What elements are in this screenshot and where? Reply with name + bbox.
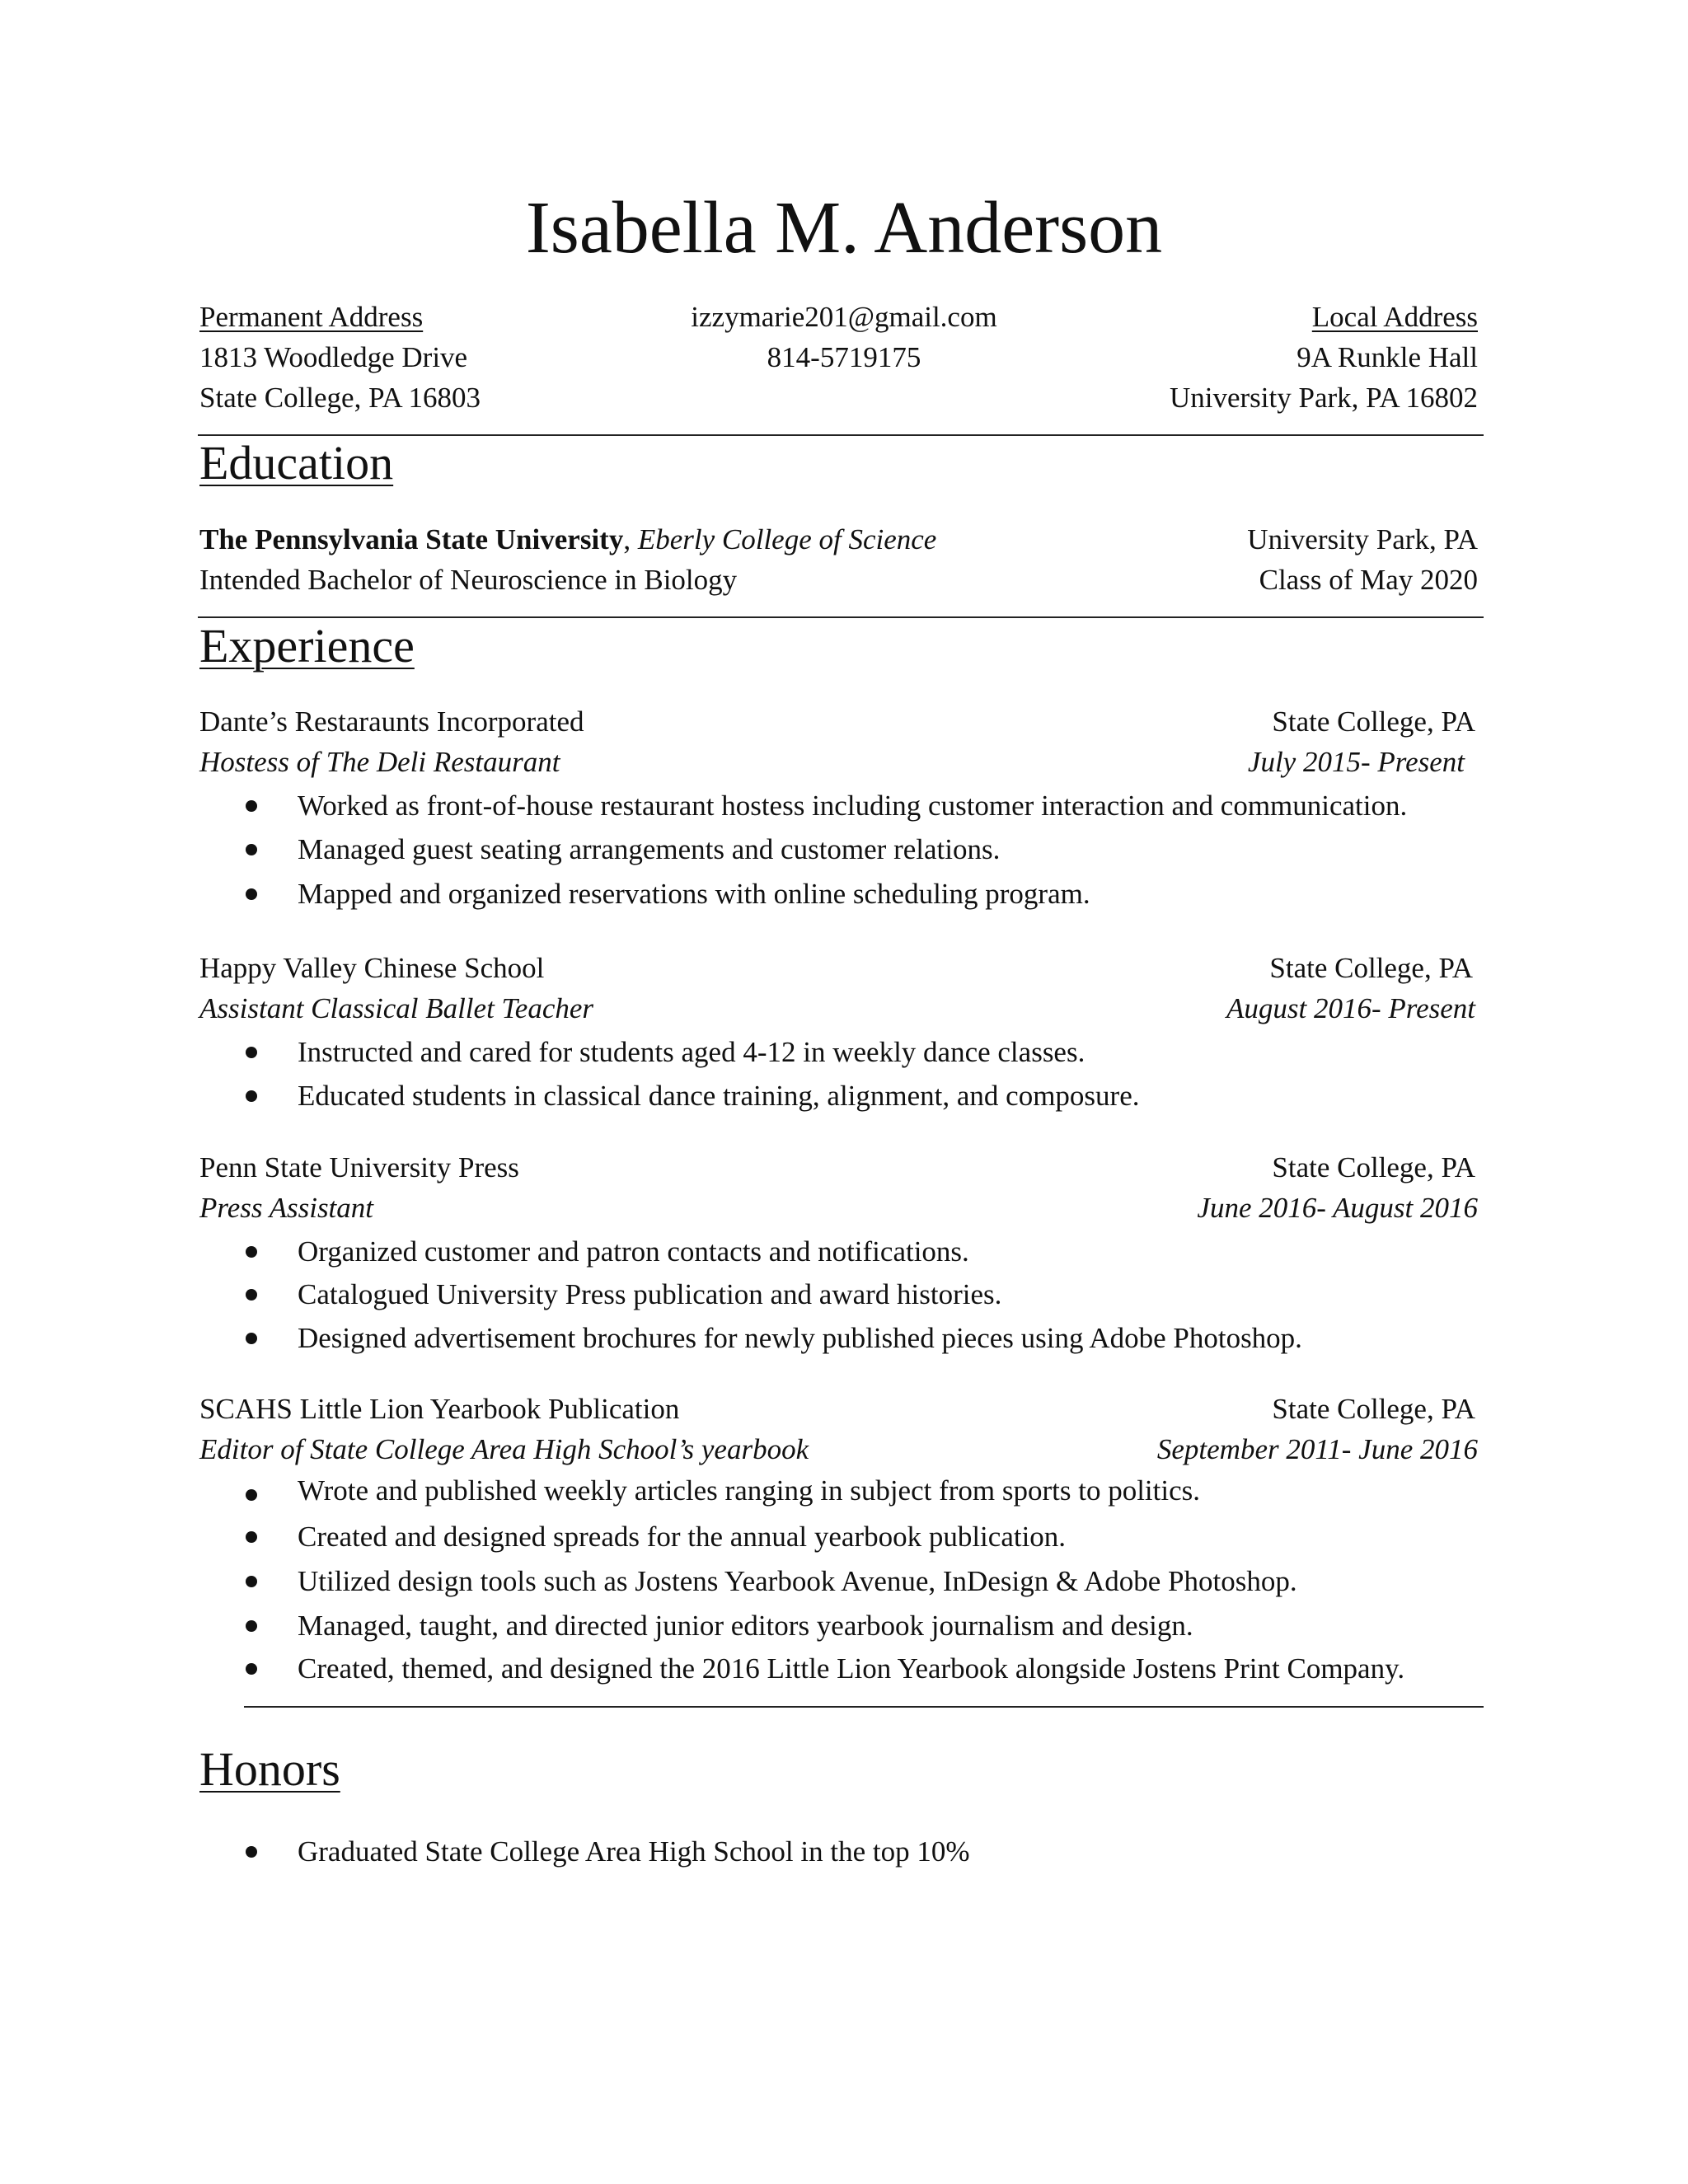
job-organization: Dante’s Restaraunts Incorporated bbox=[199, 705, 584, 738]
local-address-line2: University Park, PA 16802 bbox=[1169, 382, 1478, 414]
job-location: State College, PA bbox=[1272, 1393, 1475, 1425]
permanent-address-label: Permanent Address bbox=[199, 301, 424, 333]
job-role: Editor of State College Area High School’s yearbook bbox=[199, 1433, 809, 1465]
job-dates: June 2016- August 2016 bbox=[1197, 1192, 1478, 1224]
job-bullet: Mapped and organized reservations with online scheduling program. bbox=[298, 878, 1090, 910]
job-dates: August 2016- Present bbox=[1226, 992, 1475, 1024]
bullet-dot bbox=[246, 844, 257, 855]
education-school-line bbox=[199, 525, 936, 554]
education-heading: Education bbox=[199, 436, 394, 490]
honors-item: Graduated State College Area High School in the top 10% bbox=[298, 1835, 970, 1868]
bullet-dot bbox=[246, 1289, 257, 1301]
bullet-dot bbox=[246, 1620, 257, 1632]
experience-heading: Experience bbox=[199, 619, 415, 673]
job-bullet: Worked as front-of-house restaurant hostess including customer interaction and communication. bbox=[298, 790, 1408, 822]
bullet-dot bbox=[246, 1531, 257, 1543]
bullet-dot bbox=[246, 1489, 257, 1501]
permanent-address-line1: 1813 Woodledge Drive bbox=[199, 341, 468, 373]
education-class-of: Class of May 2020 bbox=[1259, 564, 1478, 596]
candidate-name: Isabella M. Anderson bbox=[525, 187, 1163, 269]
job-organization: Penn State University Press bbox=[199, 1151, 519, 1183]
permanent-address-line2: State College, PA 16803 bbox=[199, 382, 481, 414]
job-bullet: Instructed and cared for students aged 4-12 in weekly dance classes. bbox=[298, 1036, 1085, 1068]
job-dates: July 2015- Present bbox=[1247, 746, 1465, 778]
job-location: State College, PA bbox=[1269, 952, 1473, 984]
education-degree: Intended Bachelor of Neuroscience in Biology bbox=[199, 564, 738, 596]
job-bullet: Created, themed, and designed the 2016 Little Lion Yearbook alongside Jostens Print Company. bbox=[298, 1652, 1405, 1685]
job-role: Hostess of The Deli Restaurant bbox=[199, 746, 560, 778]
job-bullet: Catalogued University Press publication and award histories. bbox=[298, 1278, 1002, 1310]
job-bullet: Designed advertisement brochures for newly published pieces using Adobe Photoshop. bbox=[298, 1322, 1302, 1354]
bullet-dot bbox=[246, 1576, 257, 1587]
job-dates: September 2011- June 2016 bbox=[1156, 1433, 1478, 1465]
job-bullet: Utilized design tools such as Jostens Yearbook Avenue, InDesign & Adobe Photoshop. bbox=[298, 1565, 1297, 1597]
job-location: State College, PA bbox=[1272, 1151, 1475, 1183]
education-separator: , bbox=[623, 523, 638, 555]
education-divider bbox=[198, 616, 1484, 618]
job-role: Press Assistant bbox=[199, 1192, 374, 1224]
experience-divider bbox=[244, 1706, 1484, 1708]
bullet-dot bbox=[246, 1846, 257, 1858]
honors-heading: Honors bbox=[199, 1742, 340, 1796]
job-organization: SCAHS Little Lion Yearbook Publication bbox=[199, 1393, 680, 1425]
bullet-dot bbox=[246, 888, 257, 900]
job-organization: Happy Valley Chinese School bbox=[199, 952, 545, 984]
bullet-dot bbox=[246, 1246, 257, 1258]
bullet-dot bbox=[246, 1663, 257, 1675]
job-location: State College, PA bbox=[1272, 705, 1475, 738]
education-college: Eberly College of Science bbox=[637, 523, 937, 555]
phone-number: 814-5719175 bbox=[767, 341, 921, 373]
local-address-line1: 9A Runkle Hall bbox=[1296, 341, 1478, 373]
bullet-dot bbox=[246, 800, 257, 812]
job-bullet: Created and designed spreads for the annual yearbook publication. bbox=[298, 1521, 1067, 1553]
bullet-dot bbox=[246, 1047, 257, 1058]
job-bullet: Organized customer and patron contacts and notifications. bbox=[298, 1235, 969, 1268]
job-bullet: Wrote and published weekly articles ranging in subject from sports to politics. bbox=[298, 1474, 1201, 1507]
job-role: Assistant Classical Ballet Teacher bbox=[199, 992, 594, 1024]
email-address: izzymarie201@gmail.com bbox=[691, 301, 997, 333]
education-school: The Pennsylvania State University bbox=[199, 523, 624, 555]
job-bullet: Managed guest seating arrangements and customer relations. bbox=[298, 833, 1001, 865]
bullet-dot bbox=[246, 1333, 257, 1344]
bullet-dot bbox=[246, 1090, 257, 1102]
education-location: University Park, PA bbox=[1247, 523, 1478, 555]
job-bullet: Educated students in classical dance training, alignment, and composure. bbox=[298, 1080, 1140, 1112]
job-bullet: Managed, taught, and directed junior editors yearbook journalism and design. bbox=[298, 1610, 1193, 1642]
local-address-label: Local Address bbox=[1311, 301, 1478, 333]
